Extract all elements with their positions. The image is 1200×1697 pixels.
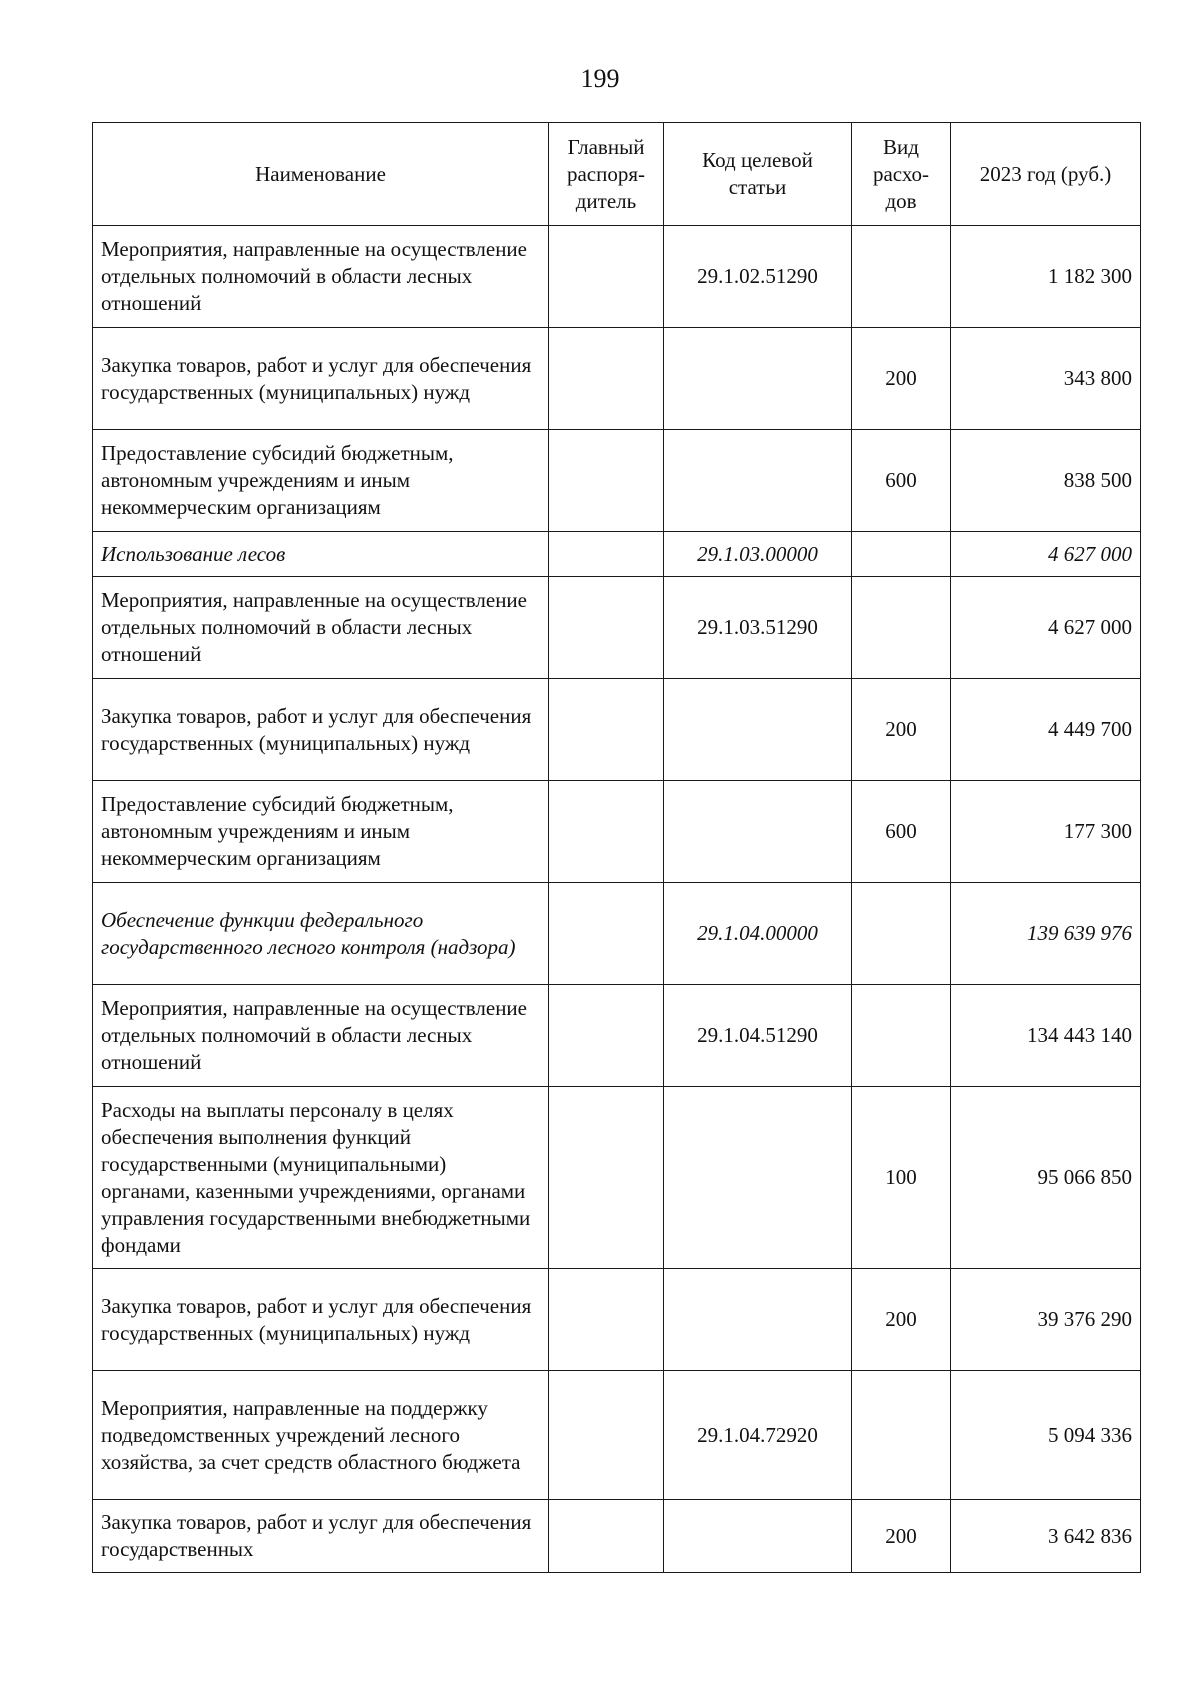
row-type: 200 bbox=[852, 328, 951, 430]
row-name: Расходы на выплаты персоналу в целях обеспечения выполнения функций государственными (муниципальными) органами, казенными учреждениями, органами управления государственными внебюджетными фондами bbox=[93, 1087, 549, 1269]
row-code bbox=[664, 328, 852, 430]
table-row bbox=[93, 1371, 1141, 1500]
row-type bbox=[852, 985, 951, 1087]
header-expense-type: Вид расхо-дов bbox=[852, 123, 951, 226]
row-code bbox=[664, 1269, 852, 1371]
row-name: Предоставление субсидий бюджетным, автономным учреждениям и иным некоммерческим организациям bbox=[93, 781, 549, 883]
row-code bbox=[664, 1500, 852, 1573]
table-row bbox=[93, 679, 1141, 781]
row-name: Мероприятия, направленные на поддержку подведомственных учреждений лесного хозяйства, за счет средств областного бюджета bbox=[93, 1371, 549, 1500]
row-amount: 4 627 000 bbox=[951, 577, 1141, 679]
row-type bbox=[852, 532, 951, 577]
table-row bbox=[93, 883, 1141, 985]
row-name: Мероприятия, направленные на осуществление отдельных полномочий в области лесных отношений bbox=[93, 226, 549, 328]
row-amount: 1 182 300 bbox=[951, 226, 1141, 328]
row-type: 100 bbox=[852, 1087, 951, 1269]
row-type: 200 bbox=[852, 679, 951, 781]
row-administrator bbox=[549, 781, 664, 883]
row-amount: 134 443 140 bbox=[951, 985, 1141, 1087]
row-name: Использование лесов bbox=[93, 532, 549, 577]
row-name: Закупка товаров, работ и услуг для обеспечения государственных bbox=[93, 1500, 549, 1573]
row-amount: 3 642 836 bbox=[951, 1500, 1141, 1573]
table-row bbox=[93, 1500, 1141, 1573]
table-row bbox=[93, 328, 1141, 430]
row-amount: 4 627 000 bbox=[951, 532, 1141, 577]
row-code bbox=[664, 430, 852, 532]
row-administrator bbox=[549, 985, 664, 1087]
row-name: Закупка товаров, работ и услуг для обеспечения государственных (муниципальных) нужд bbox=[93, 679, 549, 781]
header-target-code: Код целевой статьи bbox=[664, 123, 852, 226]
row-type: 200 bbox=[852, 1500, 951, 1573]
row-code: 29.1.02.51290 bbox=[664, 226, 852, 328]
row-code: 29.1.04.72920 bbox=[664, 1371, 852, 1500]
header-name: Наименование bbox=[93, 123, 549, 226]
row-amount: 838 500 bbox=[951, 430, 1141, 532]
row-name: Мероприятия, направленные на осуществление отдельных полномочий в области лесных отношений bbox=[93, 985, 549, 1087]
header-row bbox=[93, 123, 1141, 226]
table-row bbox=[93, 1087, 1141, 1269]
row-administrator bbox=[549, 226, 664, 328]
row-type: 600 bbox=[852, 781, 951, 883]
row-type bbox=[852, 1371, 951, 1500]
row-amount: 139 639 976 bbox=[951, 883, 1141, 985]
row-code bbox=[664, 679, 852, 781]
row-administrator bbox=[549, 1500, 664, 1573]
row-type bbox=[852, 577, 951, 679]
row-administrator bbox=[549, 1269, 664, 1371]
row-administrator bbox=[549, 577, 664, 679]
row-administrator bbox=[549, 883, 664, 985]
row-name: Предоставление субсидий бюджетным, автономным учреждениям и иным некоммерческим организациям bbox=[93, 430, 549, 532]
row-code: 29.1.03.00000 bbox=[664, 532, 852, 577]
row-name: Мероприятия, направленные на осуществление отдельных полномочий в области лесных отношений bbox=[93, 577, 549, 679]
row-administrator bbox=[549, 679, 664, 781]
row-administrator bbox=[549, 1087, 664, 1269]
budget-table bbox=[92, 122, 1141, 1573]
row-administrator bbox=[549, 430, 664, 532]
page-number: 199 bbox=[580, 64, 620, 93]
row-amount: 5 094 336 bbox=[951, 1371, 1141, 1500]
row-name: Обеспечение функции федерального государственного лесного контроля (надзора) bbox=[93, 883, 549, 985]
row-type bbox=[852, 883, 951, 985]
row-type: 600 bbox=[852, 430, 951, 532]
row-code bbox=[664, 781, 852, 883]
row-amount: 39 376 290 bbox=[951, 1269, 1141, 1371]
row-administrator bbox=[549, 328, 664, 430]
row-code: 29.1.04.00000 bbox=[664, 883, 852, 985]
table-row bbox=[93, 781, 1141, 883]
table-row bbox=[93, 226, 1141, 328]
header-amount: 2023 год (руб.) bbox=[951, 123, 1141, 226]
row-code: 29.1.03.51290 bbox=[664, 577, 852, 679]
row-code: 29.1.04.51290 bbox=[664, 985, 852, 1087]
table-row bbox=[93, 430, 1141, 532]
table-row bbox=[93, 577, 1141, 679]
header-administrator: Главный распоря-дитель bbox=[549, 123, 664, 226]
row-name: Закупка товаров, работ и услуг для обеспечения государственных (муниципальных) нужд bbox=[93, 328, 549, 430]
row-type: 200 bbox=[852, 1269, 951, 1371]
row-amount: 177 300 bbox=[951, 781, 1141, 883]
row-amount: 4 449 700 bbox=[951, 679, 1141, 781]
row-amount: 343 800 bbox=[951, 328, 1141, 430]
row-code bbox=[664, 1087, 852, 1269]
row-type bbox=[852, 226, 951, 328]
row-name: Закупка товаров, работ и услуг для обеспечения государственных (муниципальных) нужд bbox=[93, 1269, 549, 1371]
row-amount: 95 066 850 bbox=[951, 1087, 1141, 1269]
table-row bbox=[93, 1269, 1141, 1371]
row-administrator bbox=[549, 1371, 664, 1500]
row-administrator bbox=[549, 532, 664, 577]
table-row bbox=[93, 532, 1141, 577]
table-row bbox=[93, 985, 1141, 1087]
